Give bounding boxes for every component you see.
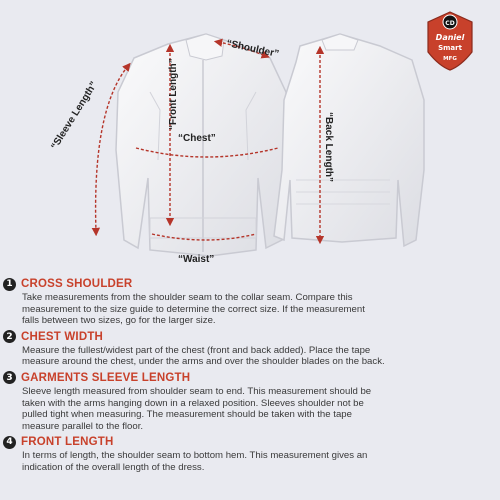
description-line: Measure the fullest/widest part of the chest (front and back added). Place the tape <box>22 344 371 356</box>
guide-item-front-length <box>6 435 492 473</box>
section-description <box>22 386 492 432</box>
measurement-guide <box>6 277 492 477</box>
description-line: taken with the arms hanging down in a relaxed position. Sleeves shoulder not be <box>22 397 364 409</box>
description-line: measure around the chest, under the arms and over the shoulder blades on the back. <box>22 356 385 368</box>
chest-label: “Chest” <box>178 133 216 144</box>
section-title: CHEST WIDTH <box>21 330 104 343</box>
section-title: GARMENTS SLEEVE LENGTH <box>21 371 191 384</box>
brand-logo <box>428 12 472 70</box>
description-line: pulled tight when measuring. The measurement should be taken with the tape <box>22 409 352 421</box>
description-line: In terms of length, the shoulder seam to bottom hem. This measurement gives an <box>22 450 368 462</box>
back-length-label: “Back Length” <box>323 112 334 183</box>
logo-badge-text: CD <box>445 20 455 27</box>
description-line: Sleeve length measured from shoulder seam to end. This measurement should be <box>22 385 372 397</box>
number-badge: 3 <box>3 371 16 384</box>
front-jacket <box>116 34 288 256</box>
guide-item-cross-shoulder <box>6 277 492 327</box>
description-line: indication of the overall length of the dress. <box>22 461 205 473</box>
description-line: measurement to the size guide to determine the correct size. If the measurement <box>22 303 365 315</box>
description-line: falls between two sizes, go for the larger size. <box>22 315 216 327</box>
section-description <box>22 450 492 473</box>
section-title: FRONT LENGTH <box>21 436 114 449</box>
guide-item-sleeve-length <box>6 371 492 432</box>
sleeve-length-label: “Sleeve Length” <box>49 79 100 152</box>
logo-line3: MFG <box>443 56 457 62</box>
section-description <box>22 345 492 368</box>
description-line: Take measurements from the shoulder seam to the collar seam. Compare this <box>22 292 353 303</box>
section-description <box>22 292 492 327</box>
number-badge: 2 <box>3 330 16 343</box>
back-jacket <box>274 34 424 246</box>
front-length-label: “Front Length” <box>168 58 179 130</box>
description-line: measure parallel to the floor. <box>22 420 144 432</box>
number-badge: 1 <box>3 278 16 291</box>
guide-item-chest-width <box>6 330 492 368</box>
shoulder-label: “Shoulder” <box>225 38 280 61</box>
number-badge: 4 <box>3 436 16 449</box>
section-title: CROSS SHOULDER <box>21 278 133 290</box>
logo-line2: Smart <box>438 44 462 52</box>
waist-label: “Waist” <box>178 254 215 265</box>
logo-line1: Daniel <box>435 33 465 42</box>
